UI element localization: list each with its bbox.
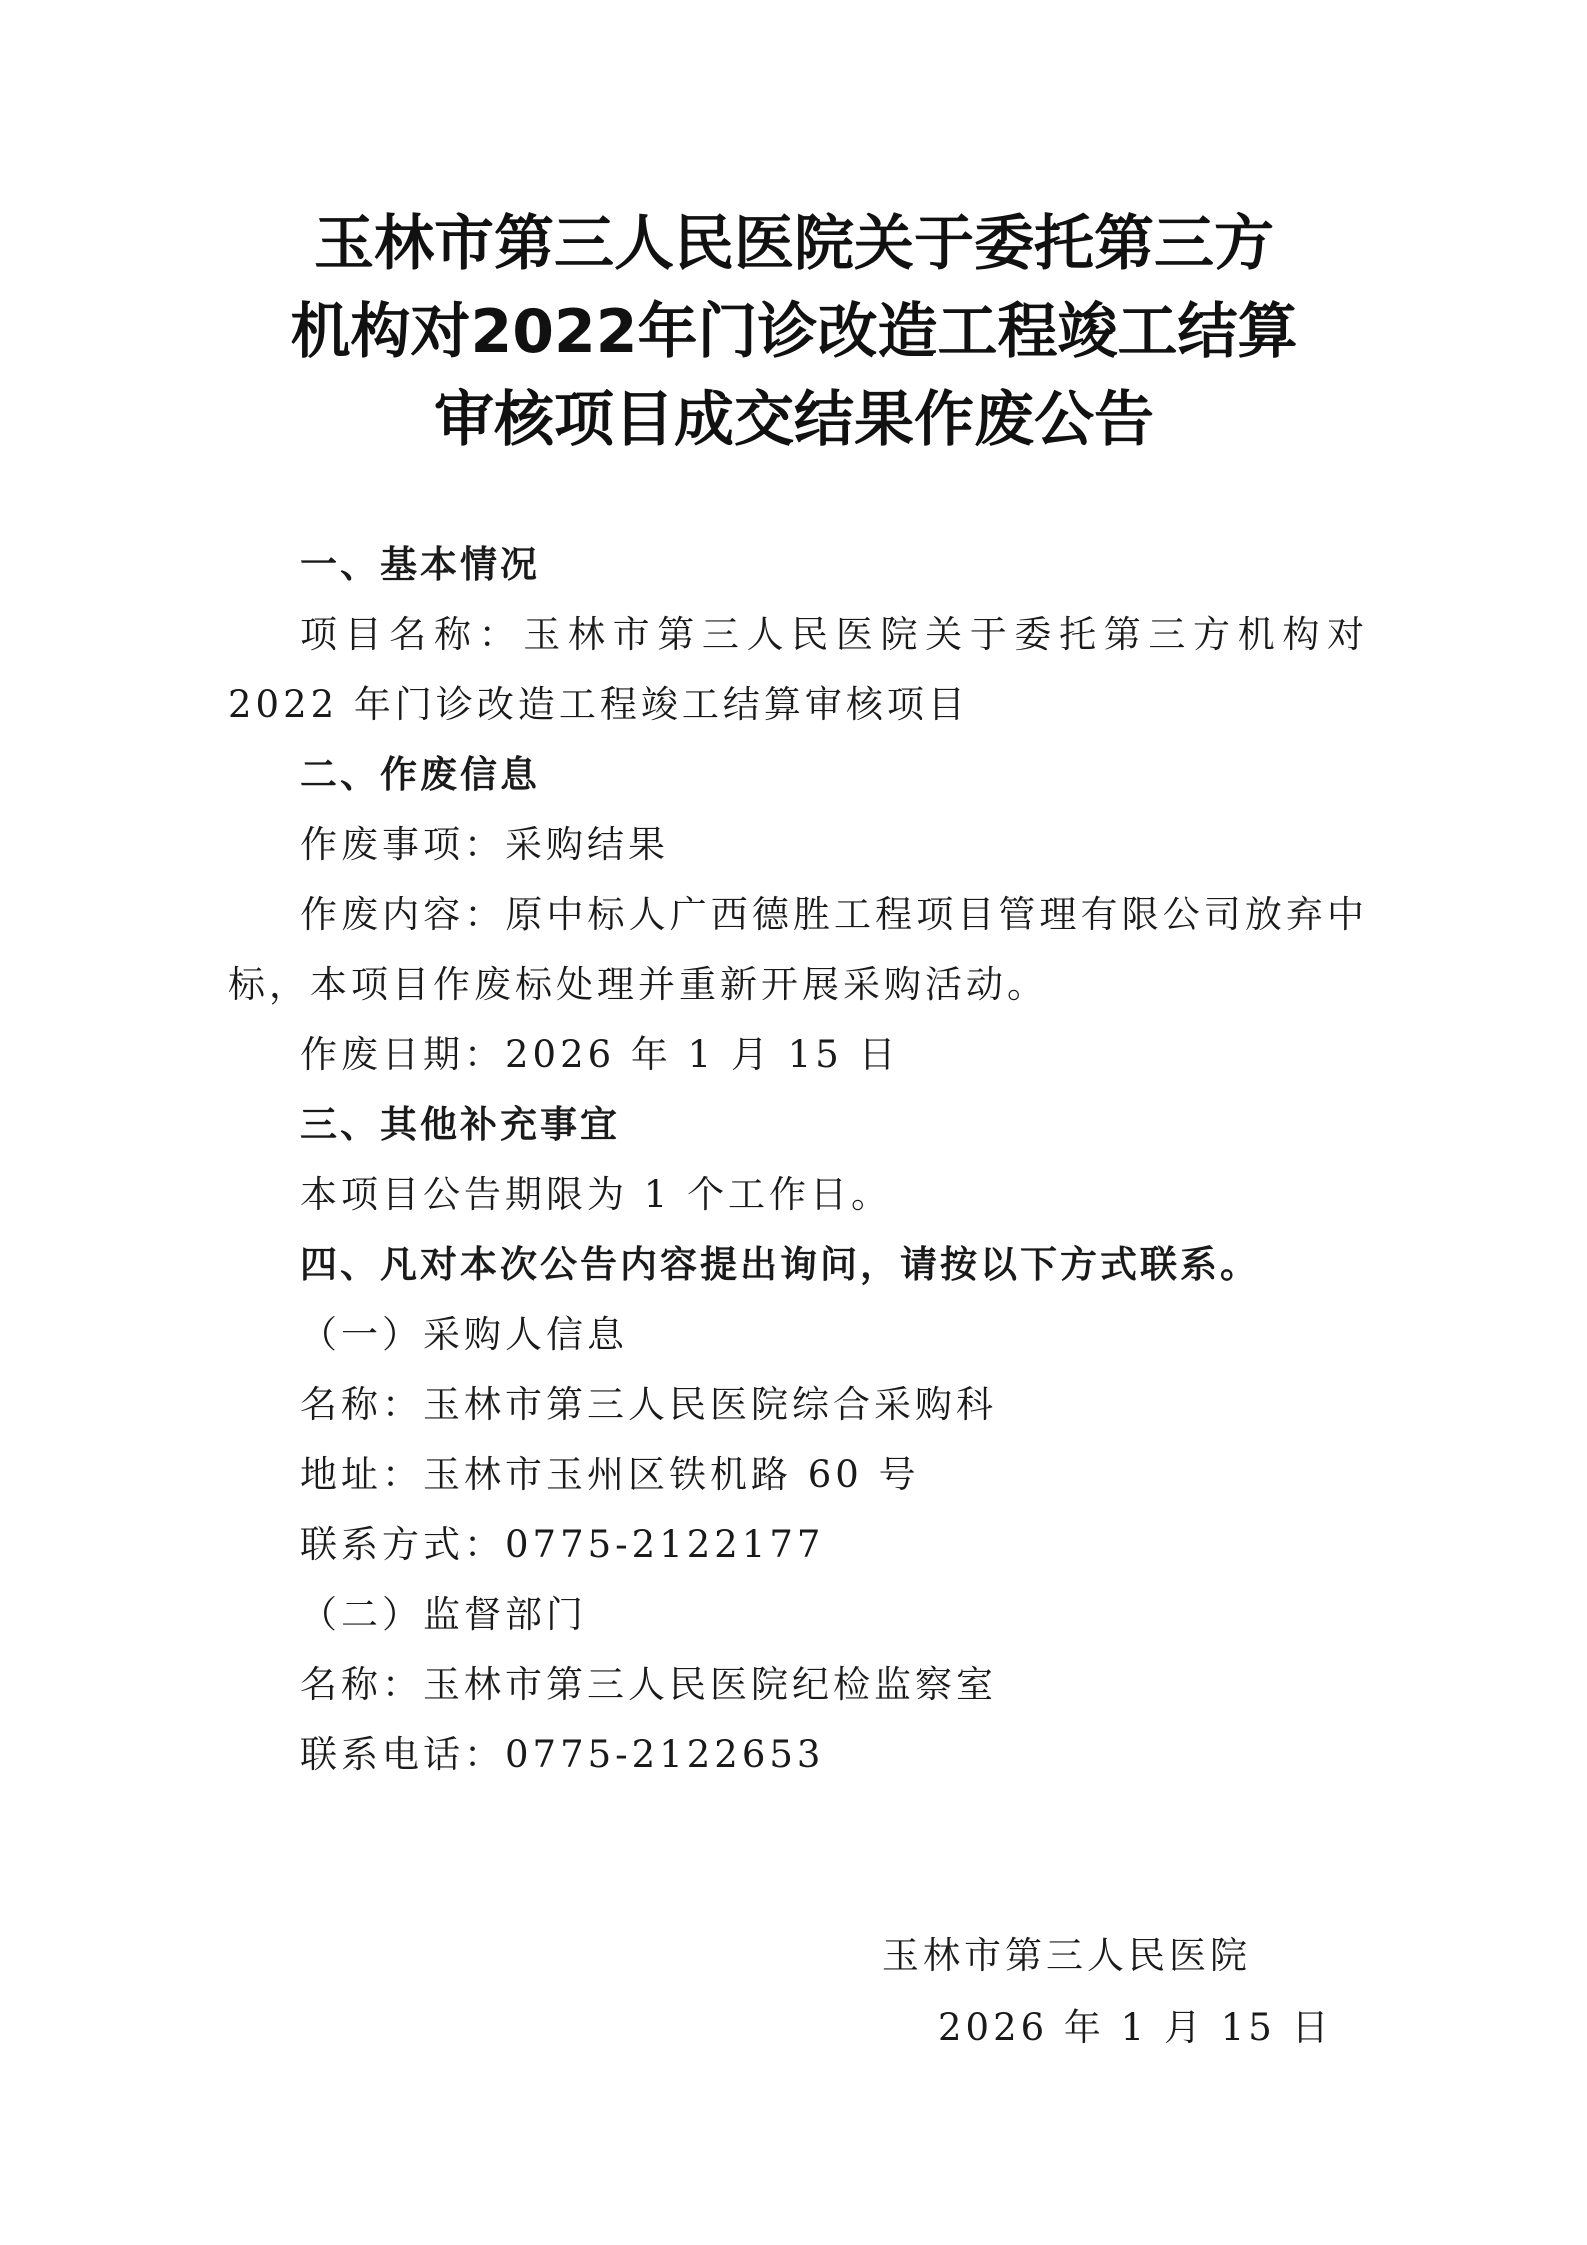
purchaser-address: 地址：玉林市玉州区铁机路 60 号	[300, 1453, 920, 1496]
void-item: 作废事项：采购结果	[300, 823, 669, 866]
purchaser-name: 名称：玉林市第三人民医院综合采购科	[300, 1383, 997, 1426]
document-title	[228, 200, 1360, 464]
section-2-heading: 二、作废信息	[300, 753, 540, 796]
supervisor-heading: （二）监督部门	[300, 1593, 587, 1636]
void-date: 作废日期：2026 年 1 月 15 日	[300, 1033, 900, 1076]
section-4-heading: 四、凡对本次公告内容提出询问，请按以下方式联系。	[300, 1243, 1260, 1286]
project-name-paragraph: 项目名称：玉林市第三人民医院关于委托第三方机构对 2022 年门诊改造工程竣工结算审核项目	[228, 613, 1368, 726]
signature-date: 2026 年 1 月 15 日	[938, 2006, 1333, 2049]
title-line-1: 玉林市第三人民医院关于委托第三方	[314, 209, 1274, 279]
purchaser-heading: （一）采购人信息	[300, 1313, 628, 1356]
notice-period: 本项目公告期限为 1 个工作日。	[300, 1173, 893, 1216]
signature-organization: 玉林市第三人民医院	[882, 1934, 1251, 1977]
void-content-paragraph: 作废内容：原中标人广西德胜工程项目管理有限公司放弃中标，本项目作废标处理并重新开展采购活动。	[228, 893, 1368, 1006]
section-1-heading: 一、基本情况	[300, 543, 540, 586]
section-3-heading: 三、其他补充事宜	[300, 1103, 620, 1146]
document-body	[228, 530, 1368, 1790]
supervisor-name: 名称：玉林市第三人民医院纪检监察室	[300, 1663, 997, 1706]
supervisor-phone: 联系电话：0775-2122653	[300, 1733, 825, 1776]
title-line-3: 审核项目成交结果作废公告	[434, 385, 1154, 455]
purchaser-contact: 联系方式：0775-2122177	[300, 1523, 825, 1566]
signature-block	[830, 1920, 1350, 2064]
title-line-2: 机构对2022年门诊改造工程竣工结算	[290, 297, 1298, 367]
